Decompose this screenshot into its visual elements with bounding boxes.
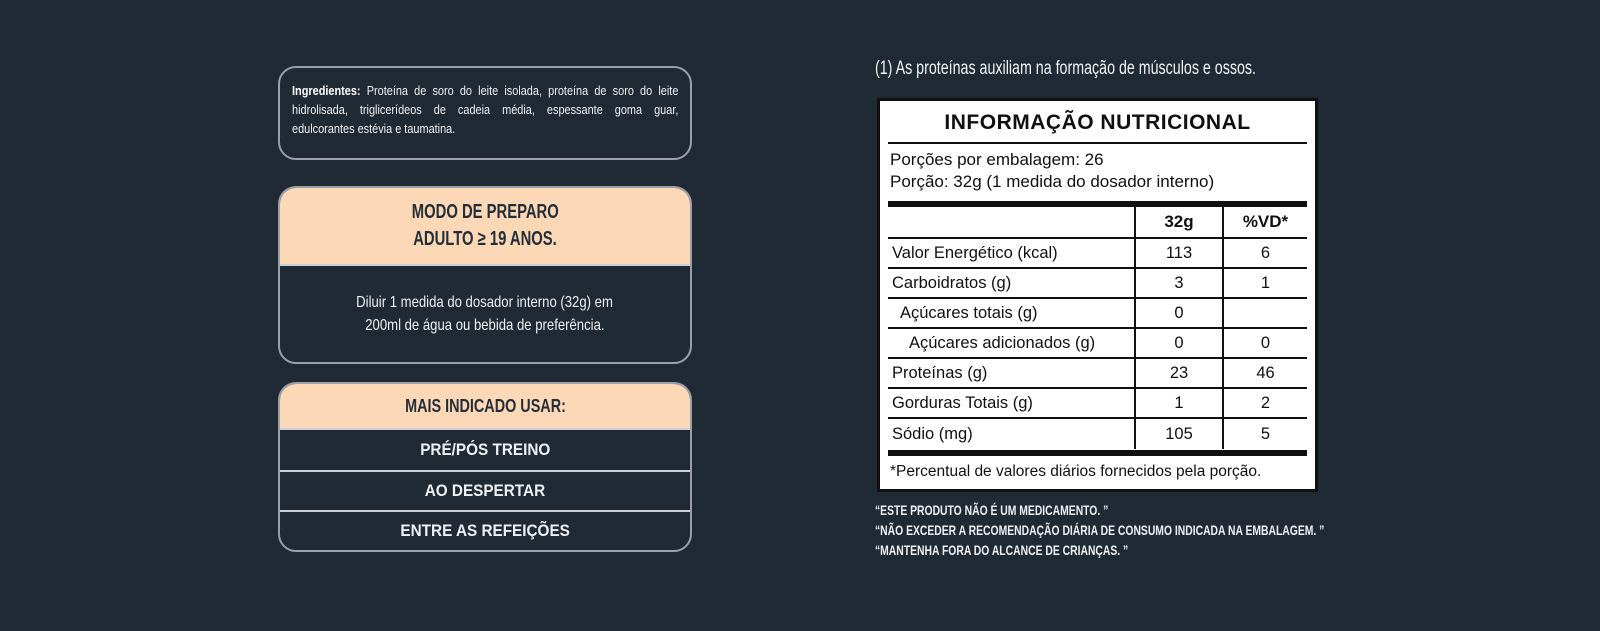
row-amount: 23 [1134, 359, 1222, 387]
preparation-title-line1: MODO DE PREPARO [411, 201, 559, 223]
table-row [888, 299, 1307, 329]
row-label: Carboidratos (g) [892, 273, 1012, 292]
preparation-box [278, 186, 692, 364]
table-row [888, 389, 1307, 419]
ingredients-paragraph [292, 81, 678, 138]
row-vd: 1 [1222, 269, 1307, 297]
header-vd-cell: %VD* [1222, 207, 1307, 237]
nutrition-facts-table [877, 98, 1318, 492]
row-vd: 6 [1222, 239, 1307, 267]
usage-header [280, 384, 690, 430]
row-amount: 0 [1134, 329, 1222, 357]
servings-info [888, 144, 1307, 200]
row-vd: 2 [1222, 389, 1307, 417]
row-label: Gorduras Totais (g) [892, 393, 1033, 412]
preparation-instruction-line2: 200ml de água ou bebida de preferência. [365, 317, 605, 334]
row-amount: 113 [1134, 239, 1222, 267]
protein-note [875, 58, 1383, 80]
header-amount-cell: 32g [1134, 207, 1222, 237]
servings-per-package: Porções por embalagem: 26 [890, 150, 1104, 169]
row-label: Valor Energético (kcal) [892, 243, 1058, 262]
disclaimer-line [875, 520, 1482, 540]
usage-title: MAIS INDICADO USAR: [404, 395, 566, 416]
protein-note-text: (1) As proteínas auxiliam na formação de músculos e ossos. [875, 58, 1256, 79]
usage-item-label: PRÉ/PÓS TREINO [419, 440, 551, 459]
row-label: Açúcares totais (g) [900, 303, 1038, 322]
disclaimers [875, 500, 1482, 560]
usage-box [278, 382, 692, 552]
nutrition-table-title: INFORMAÇÃO NUTRICIONAL [944, 111, 1251, 134]
disclaimer-line [875, 540, 1482, 560]
ingredients-box [278, 66, 692, 160]
usage-item-label: ENTRE AS REFEIÇÕES [400, 521, 570, 540]
disclaimer-line [875, 500, 1482, 520]
table-row [888, 329, 1307, 359]
table-header-row [888, 207, 1307, 239]
usage-item-ao-despertar [280, 470, 690, 510]
disclaimer-text: “NÃO EXCEDER A RECOMENDAÇÃO DIÁRIA DE CONSUMO INDICADA NA EMBALAGEM. ” [875, 522, 1325, 538]
row-label: Proteínas (g) [892, 363, 988, 382]
ingredients-text: Proteína de soro do leite isolada, proteína de soro do leite hidrolisada, triglicerídeos de cadeia média, espessante goma guar, edulcorantes estévia e taumatina. [292, 83, 679, 136]
serving-size: Porção: 32g (1 medida do dosador interno) [890, 172, 1215, 191]
row-amount: 105 [1134, 419, 1222, 449]
preparation-instruction-line1: Diluir 1 medida do dosador interno (32g) em [356, 294, 614, 311]
usage-item-label: AO DESPERTAR [424, 481, 546, 500]
table-row [888, 239, 1307, 269]
header-empty-cell [888, 207, 1134, 237]
disclaimer-text: “ESTE PRODUTO NÃO É UM MEDICAMENTO. ” [875, 502, 1109, 518]
ingredients-label: Ingredientes: [292, 83, 361, 98]
row-vd: 0 [1222, 329, 1307, 357]
row-vd: 46 [1222, 359, 1307, 387]
usage-item-entre-refeicoes [280, 510, 690, 550]
row-amount: 3 [1134, 269, 1222, 297]
row-amount: 1 [1134, 389, 1222, 417]
preparation-body [280, 266, 690, 362]
usage-item-pre-pos-treino [280, 430, 690, 470]
disclaimer-text: “MANTENHA FORA DO ALCANCE DE CRIANÇAS. ” [875, 542, 1129, 558]
preparation-header [280, 188, 690, 266]
row-vd [1222, 299, 1307, 327]
table-row [888, 419, 1307, 449]
row-amount: 0 [1134, 299, 1222, 327]
table-footnote: *Percentual de valores diários fornecidos pela porção. [890, 463, 1262, 480]
row-label: Açúcares adicionados (g) [909, 333, 1096, 352]
table-row [888, 269, 1307, 299]
preparation-title-line2: ADULTO ≥ 19 ANOS. [413, 228, 557, 250]
table-row [888, 359, 1307, 389]
row-vd: 5 [1222, 419, 1307, 449]
row-label: Sódio (mg) [892, 424, 973, 443]
